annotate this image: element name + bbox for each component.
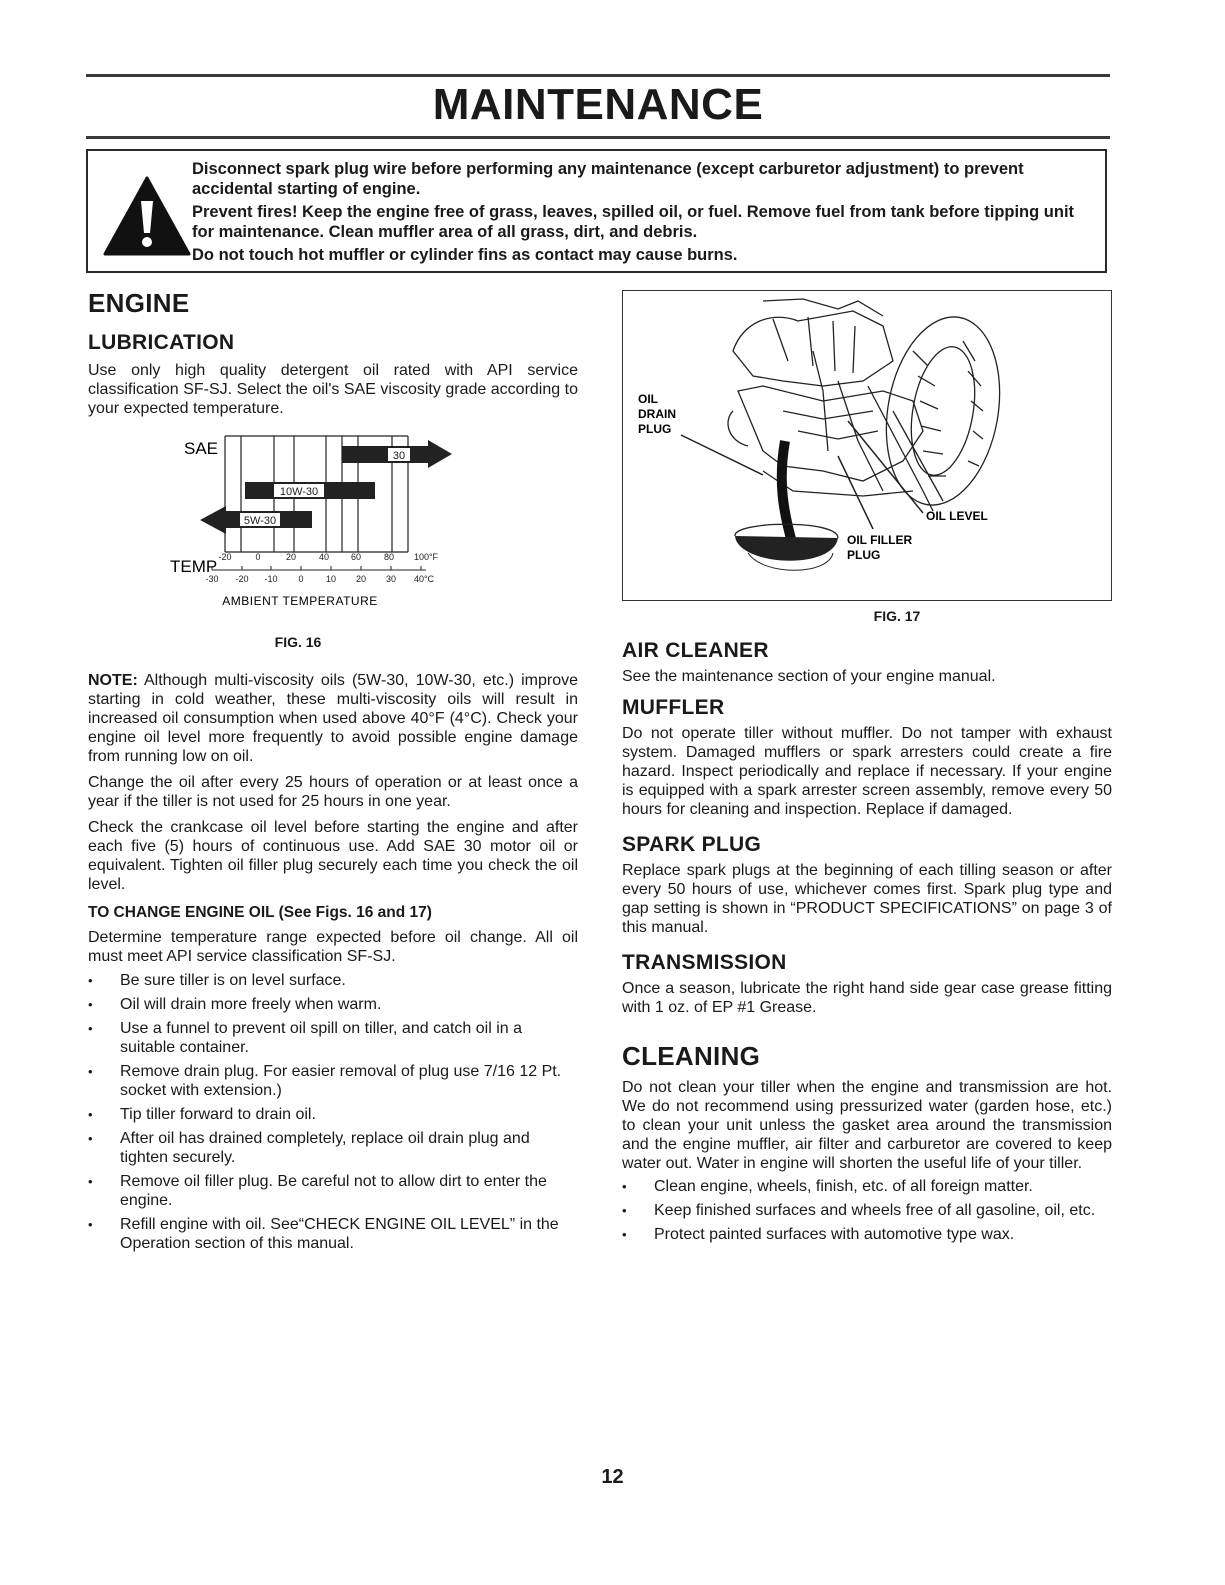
- oil-stream: [782, 441, 793, 546]
- grade-5w30-band: [200, 506, 312, 534]
- fig16-caption: FIG. 16: [274, 634, 322, 650]
- list-item: • Keep finished surfaces and wheels free of all gasoline, oil, etc.: [622, 1201, 1112, 1220]
- fig16-oil-viscosity-chart: [88, 432, 578, 624]
- oil-level-label: OIL LEVEL: [926, 509, 988, 523]
- c-tick-3: -10: [264, 574, 278, 584]
- list-item: • Tip tiller forward to drain oil.: [88, 1105, 578, 1124]
- list-item: • Remove drain plug. For easier removal of plug use 7/16 12 Pt. socket with extension.): [88, 1062, 578, 1100]
- grade-10w30-label: 10W-30: [279, 486, 319, 498]
- f-tick-5: 60: [350, 552, 362, 562]
- spark-plug-text: Replace spark plugs at the beginning of each tilling season or after every 50 hours of use, whichever comes first. Spark plug type and gap setting is shown in “PRODUCT SPECIFICATIONS” on page 3 of this manual.: [622, 862, 1112, 936]
- title-rule-top: [86, 74, 1110, 77]
- c-tick-7: 30: [385, 574, 397, 584]
- oil-drain-plug-label-3: PLUG: [638, 422, 672, 436]
- page-number: 12: [601, 1466, 624, 1488]
- lubrication-heading: LUBRICATION: [88, 331, 235, 354]
- f-tick-1: -20: [218, 552, 232, 562]
- page-title: MAINTENANCE: [432, 80, 764, 129]
- right-column: [622, 608, 1112, 1249]
- grade-10w30-band: [245, 482, 375, 499]
- muffler-text: Do not operate tiller without muffler. Do not tamper with exhaust system. Damaged mufflers or spark arresters could create a fire hazard. Inspect periodically and replace if necessary. If your engine is equipped with a spark arrester screen assembly, remove every 50 hours for cleaning and inspection. Replace if damaged.: [622, 725, 1112, 818]
- c-tick-8: 40°C: [413, 574, 435, 584]
- transmission-text: Once a season, lubricate the right hand side gear case grease fitting with 1 oz. of EP #1 Grease.: [622, 980, 1112, 1016]
- list-item: • Be sure tiller is on level surface.: [88, 971, 578, 990]
- oil-level-check: Check the crankcase oil level before starting the engine and after each five (5) hours of continuous use. Add SAE 30 motor oil or equivalent. Tighten oil filler plug securely each time you check the oil level.: [88, 819, 578, 893]
- fig17-illustration-frame: [622, 290, 1112, 601]
- warning-text: [192, 159, 1097, 268]
- grade-30-label: 30: [392, 450, 406, 462]
- list-item: • Protect painted surfaces with automotive type wax.: [622, 1225, 1112, 1244]
- note-label: NOTE:: [88, 672, 138, 689]
- warning-triangle-icon: [102, 175, 192, 257]
- safety-warning-box: [86, 149, 1107, 273]
- f-tick-4: 40: [318, 552, 330, 562]
- c-tick-1: -30: [205, 574, 219, 584]
- f-tick-6: 80: [383, 552, 395, 562]
- c-tick-5: 10: [325, 574, 337, 584]
- c-tick-4: 0: [298, 574, 304, 584]
- cleaning-text: Do not clean your tiller when the engine and transmission are hot. We do not recommend using pressurized water (garden hose, etc.) to clean your unit unless the gasket area around the transmission and the engine muffler, air filter and carburetor are covered to keep water out. Water in engine will shorten the useful life of your tiller.: [622, 1079, 1112, 1172]
- oil-filler-plug-label-2: PLUG: [847, 548, 881, 562]
- transmission-heading: TRANSMISSION: [622, 951, 787, 974]
- muffler-heading: MUFFLER: [622, 696, 725, 719]
- air-cleaner-heading: AIR CLEANER: [622, 639, 769, 662]
- oil-filler-leader: [838, 456, 873, 529]
- f-tick-3: 20: [285, 552, 297, 562]
- note-paragraph: [88, 671, 578, 766]
- change-oil-heading: TO CHANGE ENGINE OIL (See Figs. 16 and 17): [88, 904, 432, 921]
- list-item: • Refill engine with oil. See“CHECK ENGINE OIL LEVEL” in the Operation section of this manual.: [88, 1215, 578, 1253]
- list-item: • After oil has drained completely, replace oil drain plug and tighten securely.: [88, 1129, 578, 1167]
- oil-drain-plug-label-2: DRAIN: [638, 407, 676, 421]
- c-tick-2: -20: [235, 574, 249, 584]
- change-oil-steps: [88, 971, 578, 1253]
- c-tick-6: 20: [355, 574, 367, 584]
- oil-change-interval: Change the oil after every 25 hours of operation or at least once a year if the tiller is not used for 25 hours in one year.: [88, 774, 578, 810]
- left-column: [88, 288, 578, 1258]
- warning-line-1: Disconnect spark plug wire before performing any maintenance (except carburetor adjustment) to prevent accidental starting of engine.: [192, 160, 1024, 198]
- warning-line-3: Do not touch hot muffler or cylinder fins as contact may cause burns.: [192, 246, 738, 264]
- ambient-temperature-label: AMBIENT TEMPERATURE: [222, 594, 378, 608]
- f-tick-7: 100°F: [413, 552, 439, 562]
- lubrication-intro: Use only high quality detergent oil rated with API service classification SF-SJ. Select the oil's SAE viscosity grade according to your expected temperature.: [88, 362, 578, 417]
- list-item: • Clean engine, wheels, finish, etc. of all foreign matter.: [622, 1177, 1112, 1196]
- grade-5w30-label: 5W-30: [243, 515, 277, 527]
- f-tick-2: 0: [255, 552, 261, 562]
- list-item: • Use a funnel to prevent oil spill on tiller, and catch oil in a suitable container.: [88, 1019, 578, 1057]
- air-cleaner-text: See the maintenance section of your engine manual.: [622, 668, 996, 685]
- change-oil-intro: Determine temperature range expected before oil change. All oil must meet API service classification SF-SJ.: [88, 929, 578, 965]
- note-text: Although multi-viscosity oils (5W-30, 10W-30, etc.) improve starting in cold weather, these multi-viscosity oils will result in increased oil consumption when used above 40°F (4°C). Check your engine oil level more frequently to avoid possible engine damage from running low on oil.: [88, 672, 579, 765]
- drain-plug-leader: [681, 435, 763, 475]
- oil-drain-plug-label-1: OIL: [638, 392, 658, 406]
- sae-label: SAE: [184, 439, 219, 458]
- oil-drain-pan: [735, 536, 838, 561]
- spark-plug-heading: SPARK PLUG: [622, 833, 762, 856]
- engine-drawing: [728, 299, 943, 511]
- cleaning-bullets: [622, 1177, 1112, 1244]
- warning-line-2: Prevent fires! Keep the engine free of grass, leaves, spilled oil, or fuel. Remove fuel from tank before tipping unit for maintenance. Clean muffler area of all grass, dirt, and debris.: [192, 203, 1075, 241]
- cleaning-heading: CLEANING: [622, 1041, 761, 1071]
- fig17-tiller-illustration: [623, 291, 1110, 599]
- fig17-caption: FIG. 17: [873, 608, 921, 624]
- list-item: • Remove oil filler plug. Be careful not to allow dirt to enter the engine.: [88, 1172, 578, 1210]
- temp-label: TEMP: [170, 557, 218, 576]
- oil-filler-plug-label-1: OIL FILLER: [847, 533, 913, 547]
- list-item: • Oil will drain more freely when warm.: [88, 995, 578, 1014]
- engine-heading: ENGINE: [88, 288, 190, 318]
- title-rule-bottom: [86, 136, 1110, 139]
